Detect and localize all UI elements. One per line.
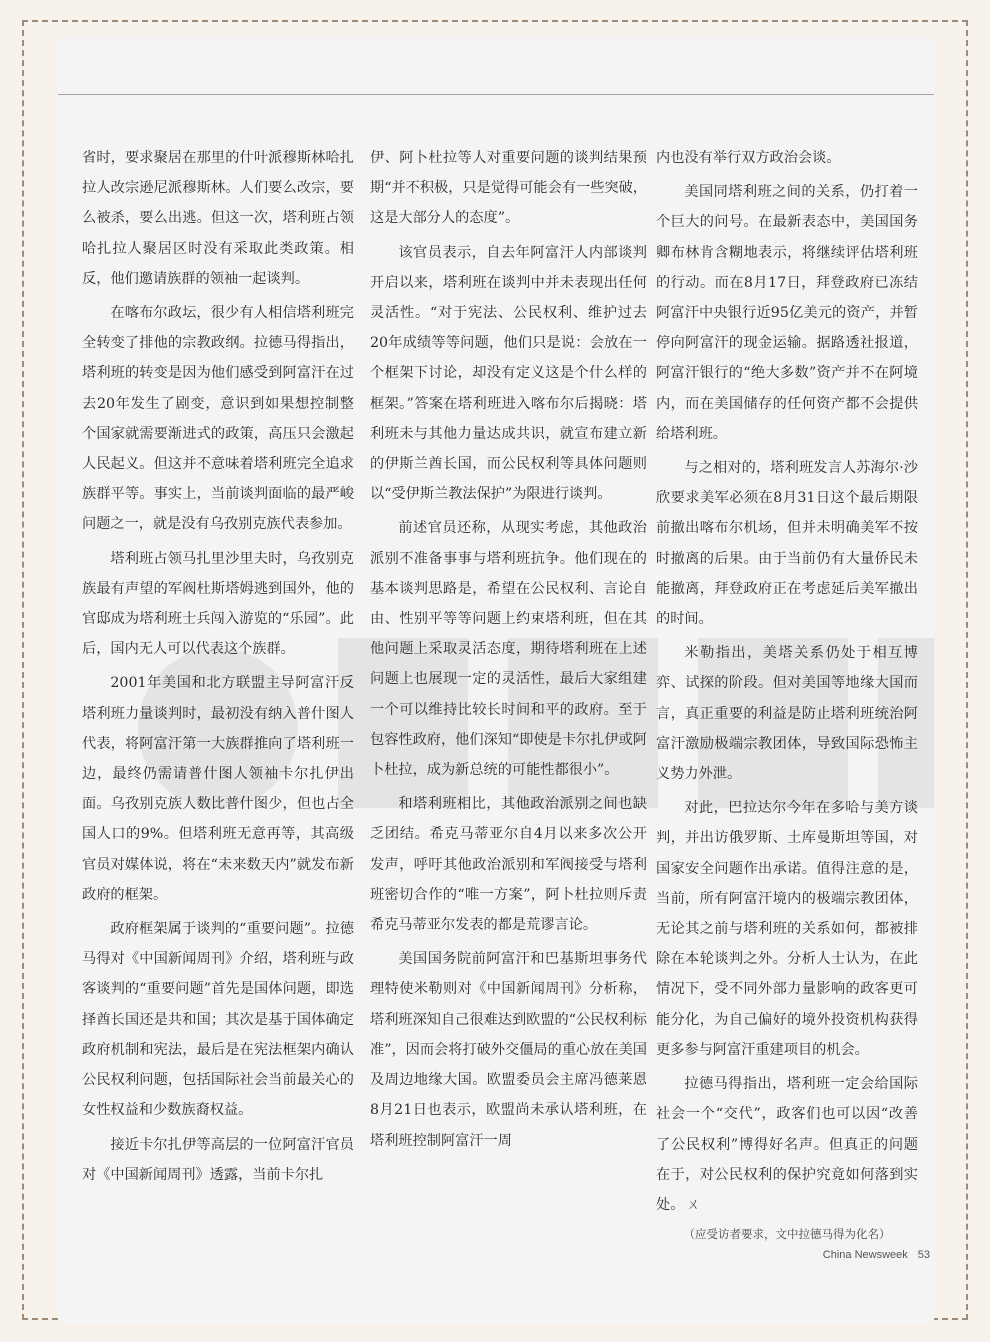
paragraph: 塔利班占领马扎里沙里夫时，乌孜别克族最有声望的军阀杜斯塔姆逃到国外，他的官邸成为塔利班士兵闯入游览的“乐园”。此后，国内无人可以代表这个族群。 xyxy=(82,550,354,658)
paragraph: 省时，要求聚居在那里的什叶派穆斯林哈扎拉人改宗逊尼派穆斯林。人们要么改宗，要么被杀，要么出逃。但这一次，塔利班占领哈扎拉人聚居区时没有采取此类政策。相反，他们邀请族群的领袖一起谈判。 xyxy=(82,150,354,287)
paragraph: 2001年美国和北方联盟主导阿富汗反塔利班力量谈判时，最初没有纳入普什图人代表，将阿富汗第一大族群推向了塔利班一边，最终仍需请普什图人领袖卡尔扎伊出面。乌孜别克族人数比普什图少，但也占全国人口的9%。但塔利班无意再等，其高级官员对媒体说，将在“未来数天内”就发布新政府的框架。 xyxy=(82,675,354,903)
paragraph: 美国国务院前阿富汗和巴基斯坦事务代理特使米勒则对《中国新闻周刊》分析称，塔利班深知自己很难达到欧盟的“公民权利标准”，因而会将打破外交僵局的重心放在美国及周边地缘大国。欧盟委员会主席冯德莱恩8月21日也表示，欧盟尚未承认塔利班，在塔利班控制阿富汗一周 xyxy=(370,951,647,1149)
paragraph: 前述官员还称，从现实考虑，其他政治派别不准备事事与塔利班抗争。他们现在的基本谈判思路是，希望在公民权利、言论自由、性别平等等问题上约束塔利班，但在其他问题上采取灵活态度，期待塔利班在上述问题上也展现一定的灵活性，最后大家组建一个可以维持比较长时间和平的政府。至于包容性政府，他们深知“即使是卡尔扎伊或阿卜杜拉，成为新总统的可能性都很小”。 xyxy=(370,520,647,779)
paragraph: 米勒指出，美塔关系仍处于相互博弈、试探的阶段。但对美国等地缘大国而言，真正重要的利益是防止塔利班统治阿富汗激励极端宗教团体，导致国际恐怖主义势力外泄。 xyxy=(656,645,918,783)
magazine-page xyxy=(58,38,934,1324)
paragraph: 对此，巴拉达尔今年在多哈与美方谈判，并出访俄罗斯、土库曼斯坦等国，对国家安全问题作出承诺。值得注意的是，当前，所有阿富汗境内的极端宗教团体，无论其之前与塔利班的关系如何，都被排除在本轮谈判之外。分析人士认为，在此情况下，受不同外部力量影响的政客更可能分化，为自己偏好的境外投资机构获得更多参与阿富汗重建项目的机会。 xyxy=(656,800,918,1058)
article-column-1 xyxy=(82,143,354,1194)
magazine-name: China Newsweek xyxy=(822,1249,908,1261)
header-rule xyxy=(58,94,934,95)
paragraph: 该官员表示，自去年阿富汗人内部谈判开启以来，塔利班在谈判中并未表现出任何灵活性。“对于宪法、公民权利、维护过去20年成绩等等问题，他们只是说：会放在一个框架下讨论，却没有定义这是个什么样的框架。”答案在塔利班进入喀布尔后揭晓：塔利班未与其他力量达成共识，就宣布建立新的伊斯兰酋长国，而公民权利等具体问题则以“受伊斯兰教法保护”为限进行谈判。 xyxy=(370,244,647,503)
last-paragraph xyxy=(656,1069,918,1220)
paragraph: 美国同塔利班之间的关系，仍打着一个巨大的问号。在最新表态中，美国国务卿布林肯含糊地表示，将继续评估塔利班的行动。而在8月17日，拜登政府已冻结阿富汗中央银行近95亿美元的资产，并暂停向阿富汗的现金运输。据路透社报道，阿富汗银行的“绝大多数”资产并不在阿境内，而在美国储存的任何资产都不会提供给塔利班。 xyxy=(656,184,918,442)
paragraph: 接近卡尔扎伊等高层的一位阿富汗官员对《中国新闻周刊》透露，当前卡尔扎 xyxy=(82,1136,354,1183)
paragraph: 伊、阿卜杜拉等人对重要问题的谈判结果预期“并不积极，只是觉得可能会有一些突破，这是大部分人的态度”。 xyxy=(370,150,647,227)
article-column-2 xyxy=(370,143,647,1160)
end-mark: ㄨ xyxy=(686,1196,701,1213)
article-column-3 xyxy=(656,143,918,1248)
paragraph: 与之相对的，塔利班发言人苏海尔·沙欣要求美军必须在8月31日这个最后期限前撤出喀布尔机场，但并未明确美军不按时撤离的后果。由于当前仍有大量侨民未能撤离，拜登政府正在考虑延后美军撤出的时间。 xyxy=(656,460,918,628)
paragraph: 内也没有举行双方政治会谈。 xyxy=(656,150,841,166)
author-note: （应受访者要求，文中拉德马得为化名） xyxy=(683,1227,891,1242)
page-footer xyxy=(823,1249,930,1261)
paragraph-text: 拉德马得指出，塔利班一定会给国际社会一个“交代”，政客们也可以因“改善了公民权利”博得好名声。但真正的问题在于，对公民权利的保护究竟如何落到实处。 xyxy=(656,1076,918,1213)
paragraph: 和塔利班相比，其他政治派别之间也缺乏团结。希克马蒂亚尔自4月以来多次公开发声，呼吁其他政治派别和军阀接受与塔利班密切合作的“唯一方案”，阿卜杜拉则斥责希克马蒂亚尔发表的都是荒谬言论。 xyxy=(370,796,647,934)
paragraph: 政府框架属于谈判的“重要问题”。拉德马得对《中国新闻周刊》介绍，塔利班与政客谈判的“重要问题”首先是国体问题，即选择酋长国还是共和国；其次是基于国体确定政府机制和宪法，最后是在宪法框架内确认公民权利问题，包括国际社会当前最关心的女性权益和少数族裔权益。 xyxy=(82,921,354,1119)
paragraph: 在喀布尔政坛，很少有人相信塔利班完全转变了排他的宗教政纲。拉德马得指出，塔利班的转变是因为他们感受到阿富汗在过去20年发生了剧变，意识到如果想控制整个国家就需要渐进式的政策，高压只会激起人民起义。但这并不意味着塔利班完全追求族群平等。事实上，当前谈判面临的最严峻问题之一，就是没有乌孜别克族代表参加。 xyxy=(82,305,354,533)
page-number: 53 xyxy=(917,1249,930,1261)
